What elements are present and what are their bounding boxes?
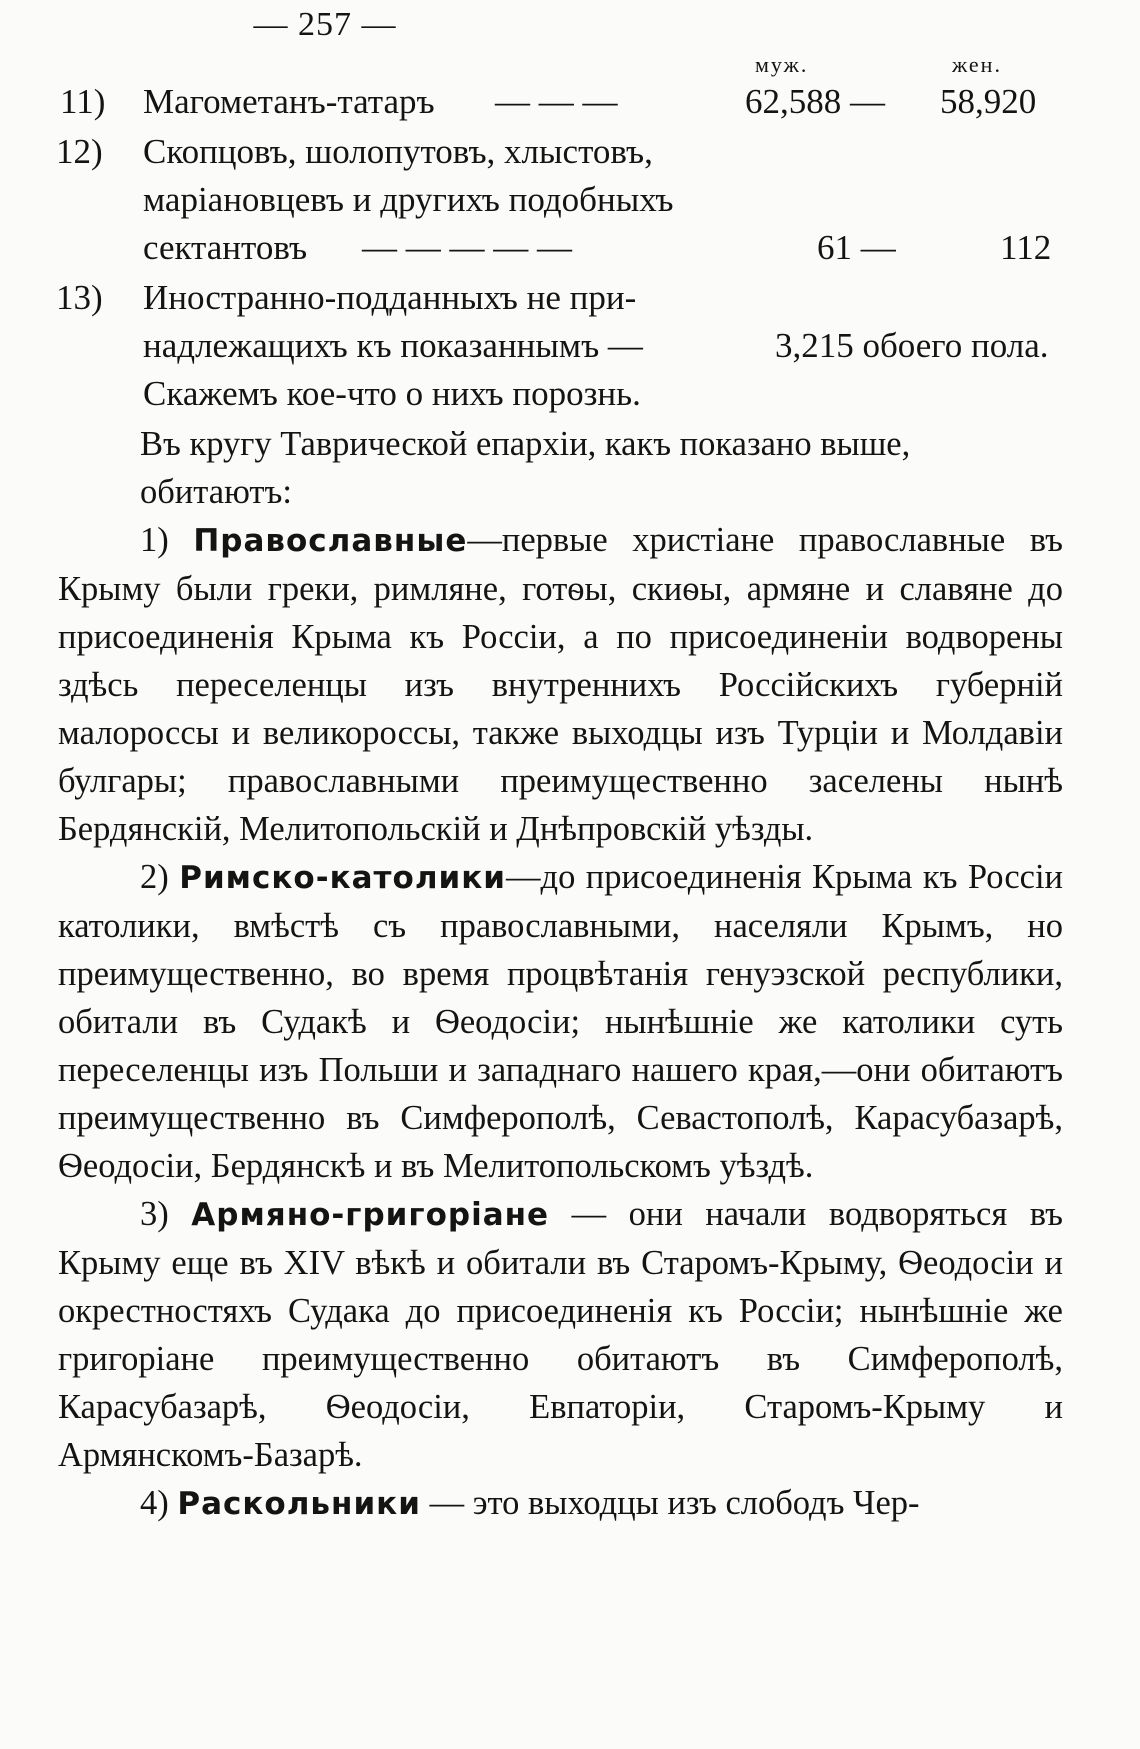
section-number: 4)	[140, 1484, 169, 1522]
row-label-line: маріановцевъ и другихъ подобныхъ	[143, 180, 674, 219]
row-number: 11)	[60, 82, 106, 121]
section-heading: Армяно-григоріане	[191, 1197, 550, 1233]
section-number: 2)	[140, 858, 169, 896]
row-dashes: — — — — —	[362, 228, 572, 267]
row-number: 13)	[56, 278, 103, 317]
row-male-value: 61 —	[817, 228, 896, 267]
section-text: —первые христіане православные въ Крыму были греки, римляне, готѳы, скиѳы, армяне и славяне до присоединенія Крыма къ Россіи, а по присоединеніи водворены здѣсь переселенцы изъ внутреннихъ Россійскихъ губерній малороссы и великороссы, также выходцы изъ Турціи и Молдавіи булгары; православными преимущественно заселены нынѣ Бердянскій, Мелитопольскій и Днѣпровскій уѣзды.	[58, 521, 1063, 848]
section-text: — они начали водворяться въ Крыму еще въ XIV вѣкѣ и обитали въ Старомъ-Крыму, Ѳеодосіи и окрестностяхъ Судака до присоединенія къ Россіи; нынѣшніе же григоріане преимущественно обитаютъ въ Симферополѣ, Карасубазарѣ, Ѳеодосіи, Евпаторіи, Старомъ-Крыму и Армянскомъ-Базарѣ.	[58, 1195, 1063, 1474]
row-female-value: 112	[1000, 228, 1052, 267]
section-orthodox	[58, 516, 1063, 853]
row-number: 12)	[56, 132, 103, 171]
column-header-male: муж.	[755, 52, 809, 77]
row-dashes: — — —	[495, 82, 618, 121]
section-number: 1)	[140, 521, 169, 559]
section-text: — это выходцы изъ слободъ Чер-	[420, 1484, 920, 1522]
row-female-value: 58,920	[940, 82, 1037, 121]
section-armenian	[58, 1190, 1063, 1479]
section-heading: Православные	[193, 523, 468, 559]
section-text: —до присоединенія Крыма къ Россіи католики, вмѣстѣ съ православными, населяли Крымъ, но преимущественно, во время процвѣтанія генуэзской республики, обитали въ Судакѣ и Ѳеодосіи; нынѣшніе же католики суть переселенцы изъ Польши и западнаго нашего края,—они обитаютъ преимущественно въ Симферополѣ, Севастополѣ, Карасубазарѣ, Ѳеодосіи, Бердянскѣ и въ Мелитопольскомъ уѣздѣ.	[58, 858, 1064, 1185]
section-heading: Раскольники	[177, 1486, 421, 1522]
row-label-line: надлежащихъ къ показаннымъ —	[143, 326, 643, 365]
section-schismatic	[58, 1479, 1063, 1528]
intro-line: Скажемъ кое-что о нихъ порознь.	[143, 374, 641, 413]
section-heading: Римско-католики	[179, 860, 507, 896]
row-male-value: 62,588 —	[745, 82, 885, 121]
column-header-female: жен.	[952, 52, 1002, 77]
lead-paragraph: Въ кругу Таврической епархіи, какъ показано выше,	[140, 425, 911, 463]
row-label-line: Иностранно-подданныхъ не при-	[143, 278, 637, 317]
row-both-value: 3,215 обоего пола.	[775, 326, 1049, 365]
page-number: — 257 —	[253, 6, 397, 43]
row-label: Магометанъ-татаръ	[143, 82, 435, 121]
section-catholic	[58, 853, 1063, 1190]
section-number: 3)	[140, 1195, 169, 1233]
lead-paragraph-cont: обитаютъ:	[140, 473, 292, 511]
row-label-line: Скопцовъ, шолопутовъ, хлыстовъ,	[143, 132, 653, 171]
body-text	[58, 420, 1063, 1528]
row-label-line: сектантовъ	[143, 228, 308, 267]
